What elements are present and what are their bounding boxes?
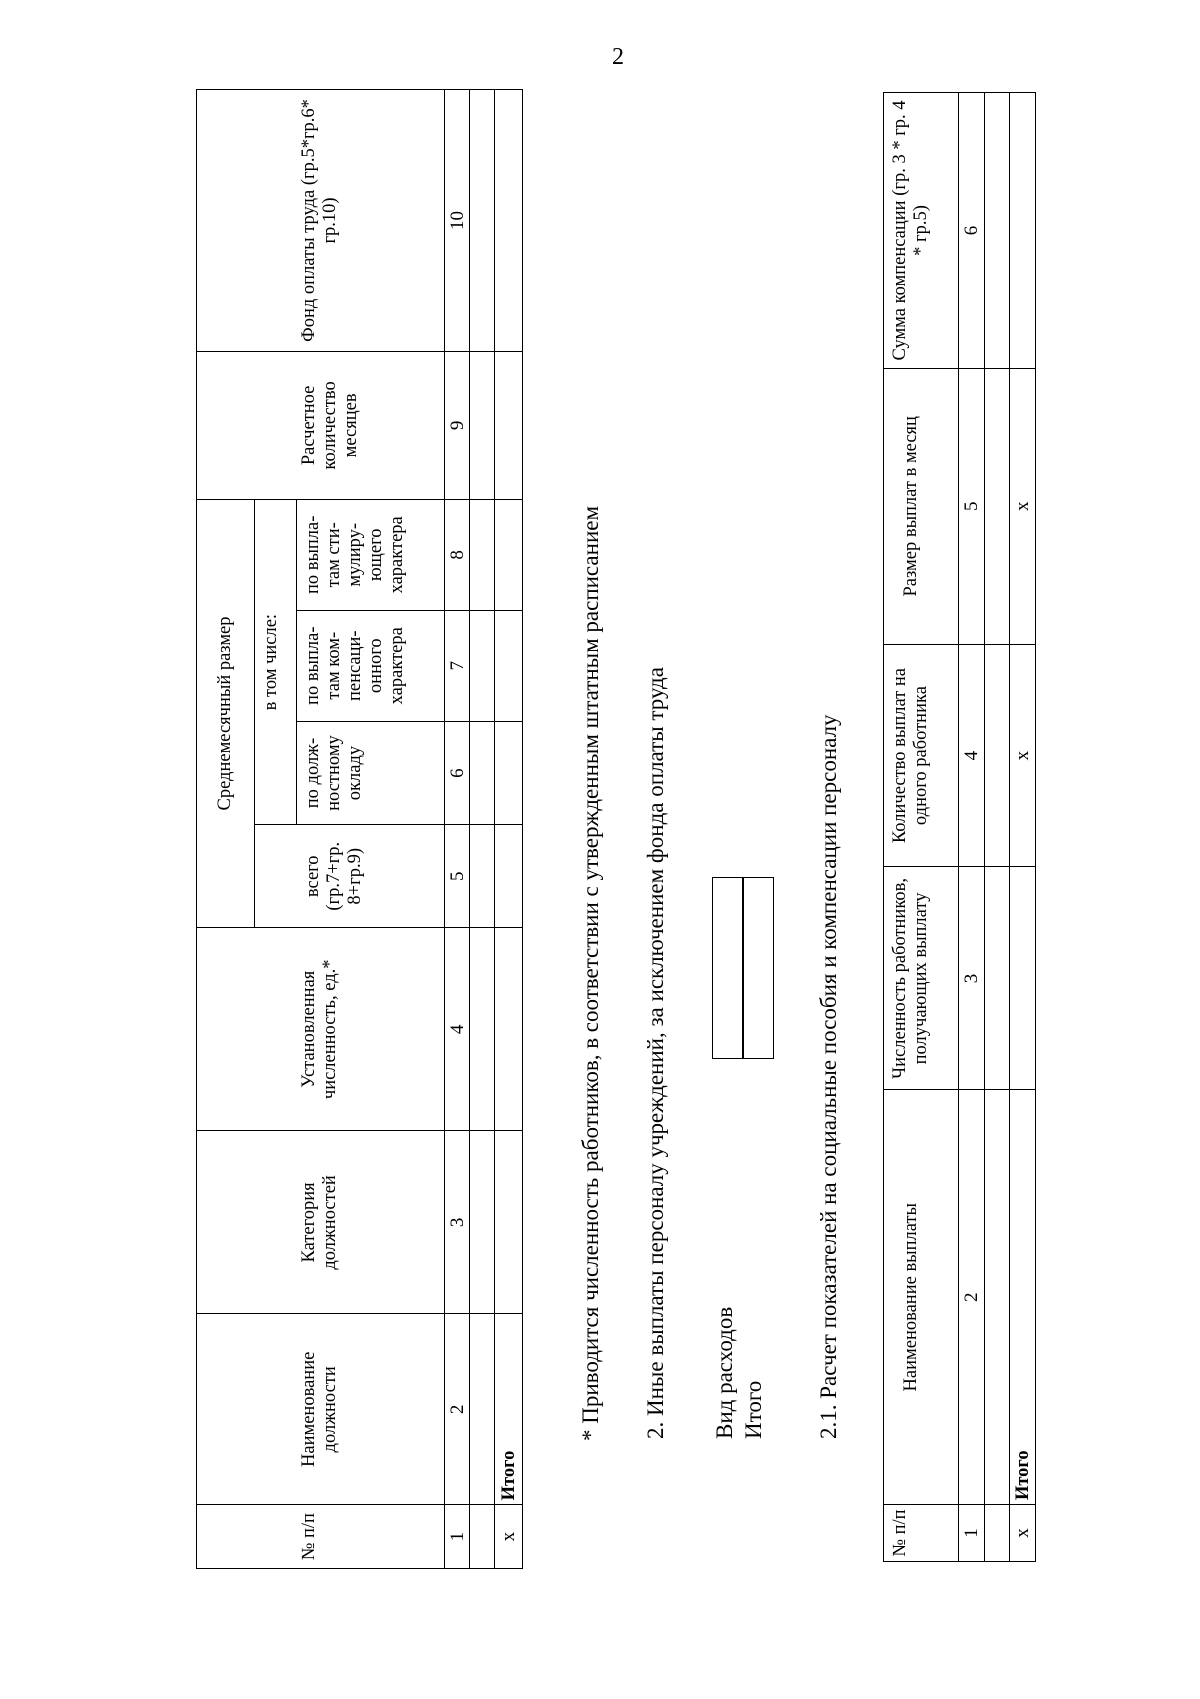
header-position-category: Категория должностей xyxy=(197,1131,445,1314)
col-number: 9 xyxy=(445,351,470,499)
header-staff-count: Установленная численность, ед.* xyxy=(197,928,445,1131)
col-number: 8 xyxy=(445,499,470,610)
expense-total-label: Итого xyxy=(741,1380,766,1439)
footnote: * Приводится численность работников, в соответствии с утвержденным штатным расписанием xyxy=(578,505,603,1441)
header-compensation-sum: Сумма компенсации (гр. 3 * гр. 4 * гр.5) xyxy=(884,93,959,369)
header-num: № п/п xyxy=(884,1505,959,1562)
header-position-name: Наименование должности xyxy=(197,1314,445,1505)
total-row-label: Итого xyxy=(495,1314,523,1505)
expense-type-label: Вид расходов xyxy=(712,1306,737,1439)
section-2-1-title: 2.1. Расчет показателей на социальные пособия и компенсации персоналу xyxy=(816,714,841,1439)
expense-type-value-cell xyxy=(712,877,744,1059)
header-stimulation: по выпла-там сти-мулиру-ющего характера xyxy=(297,499,445,610)
header-total: всего (гр.7+гр. 8+гр.9) xyxy=(255,825,445,928)
header-average-monthly: Среднемесячный размер xyxy=(197,499,255,927)
col-number: 10 xyxy=(445,90,470,352)
col-number: 1 xyxy=(445,1505,470,1569)
col-number: 3 xyxy=(445,1131,470,1314)
section-2-title: 2. Иные выплаты персоналу учреждений, за исключением фонда оплаты труда xyxy=(643,667,668,1439)
col-number: 5 xyxy=(445,825,470,928)
header-months: Расчетное количество месяцев xyxy=(197,351,445,499)
col-number: 6 xyxy=(959,93,985,369)
total-row-label: Итого xyxy=(1010,1090,1036,1505)
table-row xyxy=(985,93,1010,1562)
col-number: 2 xyxy=(959,1090,985,1505)
total-payments-mark: x xyxy=(1010,644,1036,867)
header-compensation: по выпла-там ком-пенсаци-онного характера xyxy=(297,610,445,721)
col-number: 3 xyxy=(959,867,985,1090)
total-row xyxy=(495,90,523,1569)
page-number: 2 xyxy=(612,44,624,70)
header-monthly-amount: Размер выплат в месяц xyxy=(884,368,959,644)
col-number: 7 xyxy=(445,610,470,721)
header-payments-per-employee: Количество выплат на одного работника xyxy=(884,644,959,867)
col-number: 5 xyxy=(959,368,985,644)
col-number: 1 xyxy=(959,1505,985,1562)
col-number: 4 xyxy=(445,928,470,1131)
total-row xyxy=(1010,93,1036,1562)
col-number: 2 xyxy=(445,1314,470,1505)
header-payroll-fund: Фонд оплаты труда (гр.5*гр.6* гр.10) xyxy=(197,90,445,352)
column-number-row xyxy=(959,93,985,1562)
header-including: в том числе: xyxy=(255,499,297,825)
col-number: 4 xyxy=(959,644,985,867)
header-salary: по долж-ностному окладу xyxy=(297,721,445,825)
social-benefits-table xyxy=(883,92,1036,1562)
total-row-mark: x xyxy=(1010,1505,1036,1562)
header-num: № п/п xyxy=(197,1505,445,1569)
column-number-row xyxy=(445,90,470,1569)
total-monthly-mark: x xyxy=(1010,368,1036,644)
table-row xyxy=(470,90,495,1569)
total-row-mark: x xyxy=(495,1505,523,1569)
header-payment-name: Наименование выплаты xyxy=(884,1090,959,1505)
expense-total-value-cell xyxy=(742,877,774,1059)
staff-salary-table xyxy=(196,89,523,1569)
header-recipients: Численность работников, получающих выплату xyxy=(884,867,959,1090)
col-number: 6 xyxy=(445,721,470,825)
